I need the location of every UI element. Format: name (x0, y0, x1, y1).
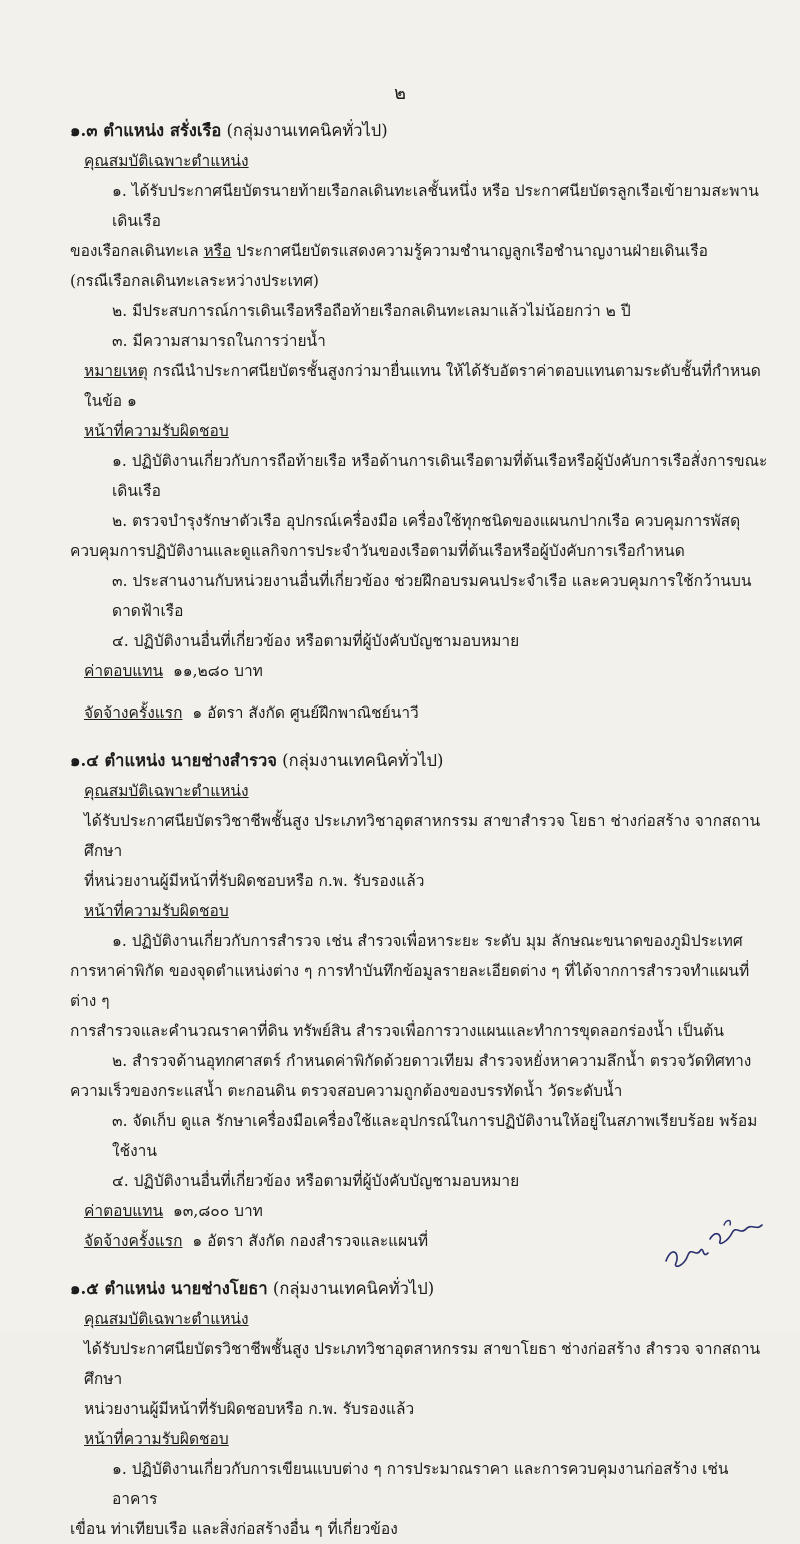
compensation-value: ๑๑,๒๘๐ บาท (172, 662, 263, 680)
qualification-text-continued: ที่หน่วยงานผู้มีหน้าที่รับผิดชอบหรือ ก.พ. รับรองแล้ว (84, 872, 425, 890)
duty-item: ๔. ปฏิบัติงานอื่นที่เกี่ยวข้อง หรือตามที่ผู้บังคับบัญชามอบหมาย (112, 632, 520, 650)
position-group: (กลุ่มงานเทคนิคทั่วไป) (272, 1279, 435, 1298)
duty-item-continued: เขื่อน ท่าเทียบเรือ และสิ่งก่อสร้างอื่น ๆ ที่เกี่ยวข้อง (70, 1520, 398, 1538)
compensation-heading: ค่าตอบแทน (84, 662, 164, 680)
note-heading: หมายเหตุ (84, 362, 148, 380)
section-1-5 (70, 1274, 770, 1544)
position-label: ตำแหน่ง (103, 121, 165, 140)
duty-item: ๑. ปฏิบัติงานเกี่ยวกับการถือท้ายเรือ หรือด้านการเดินเรือตามที่ต้นเรือหรือผู้บังคับการเรือสั่งการขณะเดินเรือ (112, 452, 768, 500)
qualification-text: ได้รับประกาศนียบัตรวิชาชีพชั้นสูง ประเภทวิชาอุตสาหกรรม สาขาสำรวจ โยธา ช่างก่อสร้าง จากสถานศึกษา (84, 812, 761, 860)
position-group: (กลุ่มงานเทคนิคทั่วไป) (226, 121, 388, 140)
position-label: ตำแหน่ง (104, 751, 166, 770)
qualification-item: ๓. มีความสามารถในการว่ายน้ำ (112, 332, 326, 350)
section-1-3 (70, 116, 770, 728)
duty-item: ๑. ปฏิบัติงานเกี่ยวกับการเขียนแบบต่าง ๆ การประมาณราคา และการควบคุมงานก่อสร้าง เช่น อาคาร (112, 1460, 729, 1508)
section-number: ๑.๓ (70, 121, 98, 140)
duty-item: ๑. ปฏิบัติงานเกี่ยวกับการสำรวจ เช่น สำรวจเพื่อหาระยะ ระดับ มุม ลักษณะขนาดของภูมิประเทศ (112, 932, 743, 950)
duty-item-continued: ความเร็วของกระแสน้ำ ตะกอนดิน ตรวจสอบความถูกต้องของบรรทัดน้ำ วัดระดับน้ำ (70, 1082, 623, 1100)
section-1-4 (70, 746, 770, 1256)
position-label: ตำแหน่ง (104, 1279, 166, 1298)
position-name: สรั่งเรือ (169, 121, 222, 140)
qualification-item: ๒. มีประสบการณ์การเดินเรือหรือถือท้ายเรือกลเดินทะเลมาแล้วไม่น้อยกว่า ๒ ปี (112, 302, 631, 320)
duty-item: ๓. จัดเก็บ ดูแล รักษาเครื่องมือเครื่องใช้และอุปกรณ์ในการปฏิบัติงานให้อยู่ในสภาพเรียบร้อย พร้อมใช้งาน (112, 1112, 758, 1160)
section-title (70, 1274, 770, 1304)
note (70, 356, 770, 416)
duty-heading: หน้าที่ความรับผิดชอบ (84, 1430, 229, 1448)
position-name: นายช่างสำรวจ (171, 751, 277, 770)
qualification-item-continued: (กรณีเรือกลเดินทะเลระหว่างประเทศ) (70, 272, 319, 290)
position-group: (กลุ่มงานเทคนิคทั่วไป) (282, 751, 444, 770)
section-title (70, 746, 770, 776)
hiring-value: ๑ อัตรา สังกัด ศูนย์ฝึกพาณิชย์นาวี (192, 704, 419, 722)
section-number: ๑.๕ (70, 1279, 99, 1298)
compensation-value: ๑๓,๘๐๐ บาท (172, 1202, 263, 1220)
duty-item: ๔. ปฏิบัติงานอื่นที่เกี่ยวข้อง หรือตามที่ผู้บังคับบัญชามอบหมาย (112, 1172, 520, 1190)
duty-item: ๒. ตรวจบำรุงรักษาตัวเรือ อุปกรณ์เครื่องมือ เครื่องใช้ทุกชนิดของแผนกปากเรือ ควบคุมการพัสดุ (112, 512, 741, 530)
note-text: กรณีนำประกาศนียบัตรชั้นสูงกว่ามายื่นแทน ให้ได้รับอัตราค่าตอบแทนตามระดับชั้นที่กำหนดในข้อ ๑ (84, 362, 761, 410)
handwritten-signature (660, 1195, 770, 1275)
position-name: นายช่างโยธา (171, 1279, 268, 1298)
qualification-item: ๑. ได้รับประกาศนียบัตรนายท้ายเรือกลเดินทะเลชั้นหนึ่ง หรือ ประกาศนียบัตรลูกเรือเข้ายามสะพานเดินเรือ (112, 182, 759, 230)
duty-item: ๒. สำรวจด้านอุทกศาสตร์ กำหนดค่าพิกัดด้วยดาวเทียม สำรวจหยั่งหาความลึกน้ำ ตรวจวัดทิศทาง (112, 1052, 752, 1070)
document-body (70, 110, 770, 1544)
hiring-heading: จัดจ้างครั้งแรก (84, 1232, 183, 1250)
duty-item-continued: ควบคุมการปฏิบัติงานและดูแลกิจการประจำวันของเรือตามที่ต้นเรือหรือผู้บังคับการเรือกำหนด (70, 542, 685, 560)
duty-item: ๓. ประสานงานกับหน่วยงานอื่นที่เกี่ยวข้อง ช่วยฝึกอบรมคนประจำเรือ และควบคุมการใช้กว้านบนดาดฟ้าเรือ (112, 572, 752, 620)
qualification-text: ได้รับประกาศนียบัตรวิชาชีพชั้นสูง ประเภทวิชาอุตสาหกรรม สาขาโยธา ช่างก่อสร้าง สำรวจ จากสถานศึกษา (84, 1340, 761, 1388)
section-number: ๑.๔ (70, 751, 99, 770)
hiring-heading: จัดจ้างครั้งแรก (84, 704, 183, 722)
qualification-text-continued: หน่วยงานผู้มีหน้าที่รับผิดชอบหรือ ก.พ. รับรองแล้ว (84, 1400, 415, 1418)
initial-hiring (70, 698, 770, 728)
duty-heading: หน้าที่ความรับผิดชอบ (84, 902, 229, 920)
duty-heading: หน้าที่ความรับผิดชอบ (84, 422, 229, 440)
qualification-heading: คุณสมบัติเฉพาะตำแหน่ง (84, 1310, 249, 1328)
qualification-item-continued: ของเรือกลเดินทะเล หรือ ประกาศนียบัตรแสดงความรู้ความชำนาญลูกเรือชำนาญงานฝ่ายเดินเรือ (70, 242, 708, 260)
compensation (70, 656, 770, 686)
section-title (70, 116, 770, 146)
compensation-heading: ค่าตอบแทน (84, 1202, 164, 1220)
page-number: ๒ (394, 83, 406, 104)
duty-item-continued: การสำรวจและคำนวณราคาที่ดิน ทรัพย์สิน สำรวจเพื่อการวางแผนและทำการขุดลอกร่องน้ำ เป็นต้น (70, 1022, 724, 1040)
qualification-heading: คุณสมบัติเฉพาะตำแหน่ง (84, 782, 249, 800)
duty-item-continued: การหาค่าพิกัด ของจุดตำแหน่งต่าง ๆ การทำบันทึกข้อมูลรายละเอียดต่าง ๆ ที่ได้จากการสำรวจทำแผนที่ต่าง ๆ (70, 962, 750, 1010)
qualification-heading: คุณสมบัติเฉพาะตำแหน่ง (84, 152, 249, 170)
hiring-value: ๑ อัตรา สังกัด กองสำรวจและแผนที่ (192, 1232, 429, 1250)
or-underlined: หรือ (203, 242, 232, 260)
